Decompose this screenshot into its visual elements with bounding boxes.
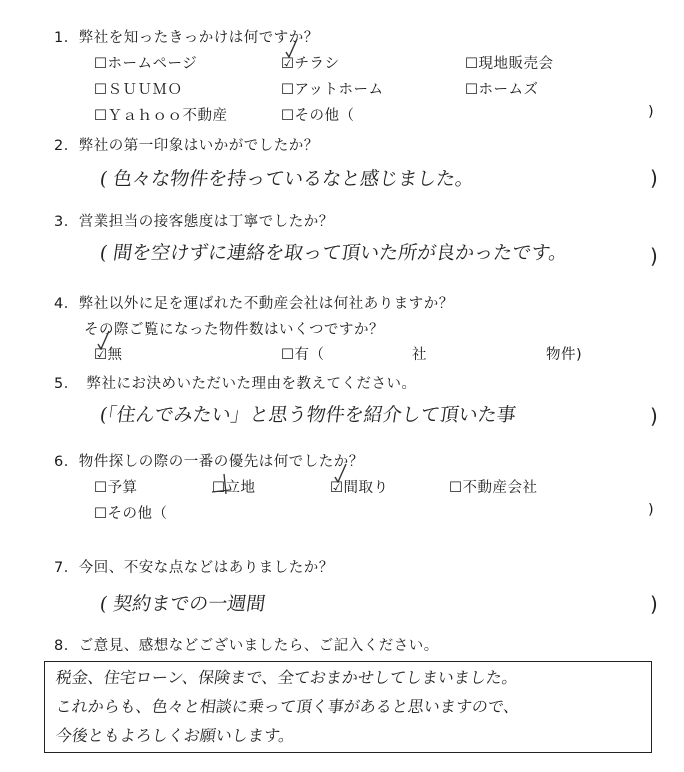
check-mark-icon <box>284 38 298 58</box>
q6-title: 6．物件探しの際の一番の優先は何でしたか？ <box>54 454 364 470</box>
q5-answer: (「住んでみたい」と思う物件を紹介して頂いた事 <box>98 404 518 426</box>
q4-subtitle: その際ご覧になった物件数はいくつですか？ <box>84 322 384 338</box>
q8-title: 8．ご意見、感想などございましたら、ご記入ください。 <box>54 638 439 654</box>
option-location[interactable]: ☐立地 <box>212 480 256 496</box>
q1-close-paren: ) <box>648 104 655 120</box>
check-mark-icon <box>333 463 347 483</box>
q1-title: 1．弊社を知ったきっかけは何ですか？ <box>54 30 319 46</box>
option-homes[interactable]: ☐ホームズ <box>465 82 539 98</box>
q6-close-paren: ) <box>648 502 655 518</box>
q7-title: 7．今回、不安な点などはありましたか？ <box>54 560 334 576</box>
q4-title: 4．弊社以外に足を運ばれた不動産会社は何社ありますか？ <box>54 296 454 312</box>
q5-title: 5． 弊社にお決めいただいた理由を教えてください。 <box>54 376 417 392</box>
option-other[interactable]: ☐その他（ <box>281 108 355 124</box>
option-athome[interactable]: ☐アットホーム <box>281 82 384 98</box>
company-count-label: 社 <box>412 347 427 363</box>
option-yahoo[interactable]: ☐Ｙａｈｏｏ不動産 <box>94 108 228 124</box>
q2-close-paren: ) <box>650 166 658 190</box>
comment-line-3: 今後ともよろしくお願いします。 <box>54 726 296 745</box>
comment-line-1: 税金、住宅ローン、保険まで、全ておまかせしてしまいました。 <box>54 668 520 687</box>
q7-answer: ( 契約までの一週間 <box>98 593 267 615</box>
q3-title: 3．営業担当の接客態度は丁寧でしたか？ <box>54 214 334 230</box>
q5-close-paren: ) <box>650 404 658 428</box>
q2-title: 2．弊社の第一印象はいかがでしたか？ <box>54 138 319 154</box>
q2-answer: ( 色々な物件を持っているなと感じました。 <box>98 168 476 190</box>
q7-close-paren: ) <box>650 592 658 616</box>
option-floor-plan[interactable]: ☑間取り <box>330 480 389 496</box>
strike-mark-icon <box>210 472 240 496</box>
option-none[interactable]: ☑無 <box>94 347 123 363</box>
option-budget[interactable]: ☐予算 <box>94 480 138 496</box>
q3-close-paren: ) <box>650 244 658 268</box>
option-yes[interactable]: ☐有（ <box>281 347 325 363</box>
option-homepage[interactable]: ☐ホームページ <box>94 56 198 72</box>
option-other-2[interactable]: ☐その他（ <box>94 506 168 522</box>
option-agency[interactable]: ☐不動産会社 <box>449 480 538 496</box>
option-onsite-sales[interactable]: ☐現地販売会 <box>465 56 554 72</box>
option-suumo[interactable]: ☐ＳＵＵＭＯ <box>94 82 183 98</box>
option-flyer[interactable]: ☑チラシ <box>281 56 340 72</box>
q3-answer: ( 間を空けずに連絡を取って頂いた所が良かったです。 <box>98 242 570 264</box>
property-count-label: 物件) <box>546 347 583 363</box>
check-mark-icon <box>96 330 110 350</box>
comment-line-2: これからも、色々と相談に乗って頂く事があると思いますので、 <box>54 697 521 716</box>
